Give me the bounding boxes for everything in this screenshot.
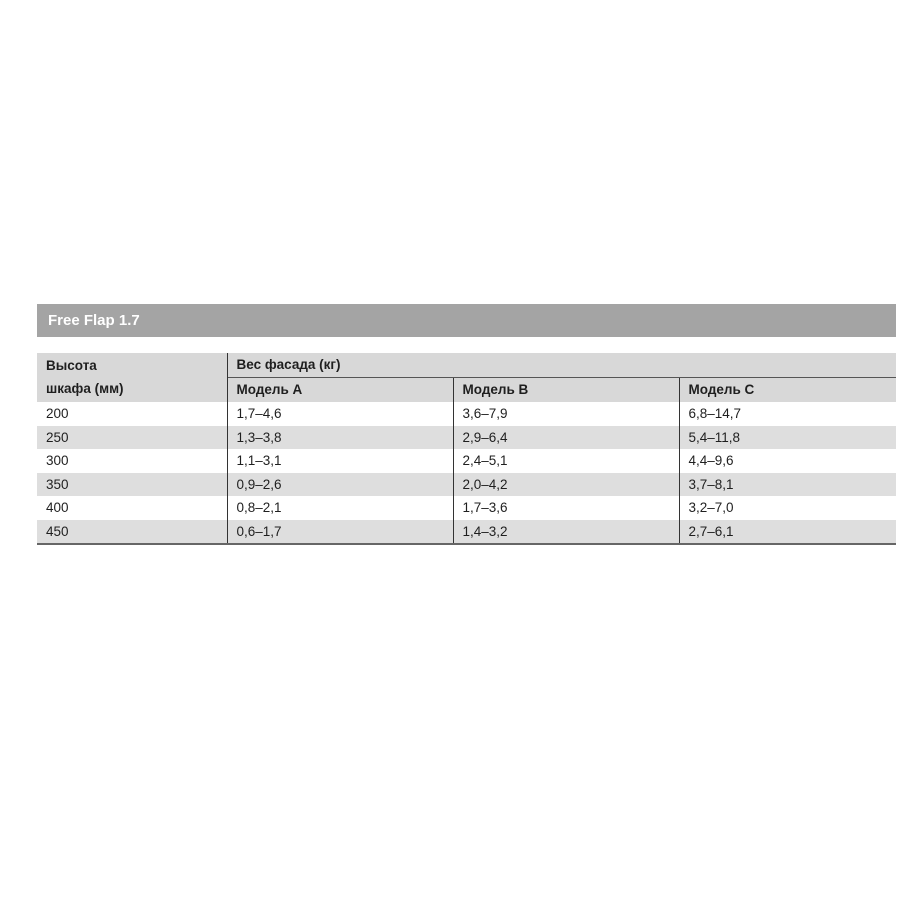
model-c-cell: 4,4–9,6 [679, 449, 896, 473]
model-b-cell: 3,6–7,9 [453, 402, 679, 426]
height-cell: 450 [37, 520, 227, 545]
model-a-cell: 0,6–1,7 [227, 520, 453, 545]
table-row [37, 402, 896, 426]
height-cell: 350 [37, 473, 227, 497]
model-a-cell: 1,3–3,8 [227, 426, 453, 450]
height-cell: 400 [37, 496, 227, 520]
height-cell: 250 [37, 426, 227, 450]
model-a-cell: 0,8–2,1 [227, 496, 453, 520]
height-cell: 200 [37, 402, 227, 426]
model-b-header: Модель B [453, 378, 679, 403]
table-row [37, 496, 896, 520]
height-cell: 300 [37, 449, 227, 473]
model-b-cell: 2,4–5,1 [453, 449, 679, 473]
height-header-line-2: шкафа (мм) [46, 381, 124, 396]
model-c-cell: 6,8–14,7 [679, 402, 896, 426]
model-c-header: Модель C [679, 378, 896, 403]
model-a-cell: 1,7–4,6 [227, 402, 453, 426]
model-b-cell: 1,4–3,2 [453, 520, 679, 545]
table-row [37, 449, 896, 473]
table-row [37, 520, 896, 545]
model-c-cell: 3,2–7,0 [679, 496, 896, 520]
model-b-cell: 2,0–4,2 [453, 473, 679, 497]
model-b-cell: 1,7–3,6 [453, 496, 679, 520]
weight-table [37, 353, 896, 545]
model-a-header: Модель A [227, 378, 453, 403]
model-c-cell: 5,4–11,8 [679, 426, 896, 450]
model-c-cell: 3,7–8,1 [679, 473, 896, 497]
model-b-cell: 2,9–6,4 [453, 426, 679, 450]
model-a-cell: 1,1–3,1 [227, 449, 453, 473]
table-row [37, 473, 896, 497]
model-a-cell: 0,9–2,6 [227, 473, 453, 497]
model-c-cell: 2,7–6,1 [679, 520, 896, 545]
table-row [37, 426, 896, 450]
table-title: Free Flap 1.7 [37, 304, 896, 337]
height-column-header [37, 353, 227, 402]
height-header-line-1: Высота [46, 358, 97, 373]
weight-group-header: Вес фасада (кг) [227, 353, 896, 378]
